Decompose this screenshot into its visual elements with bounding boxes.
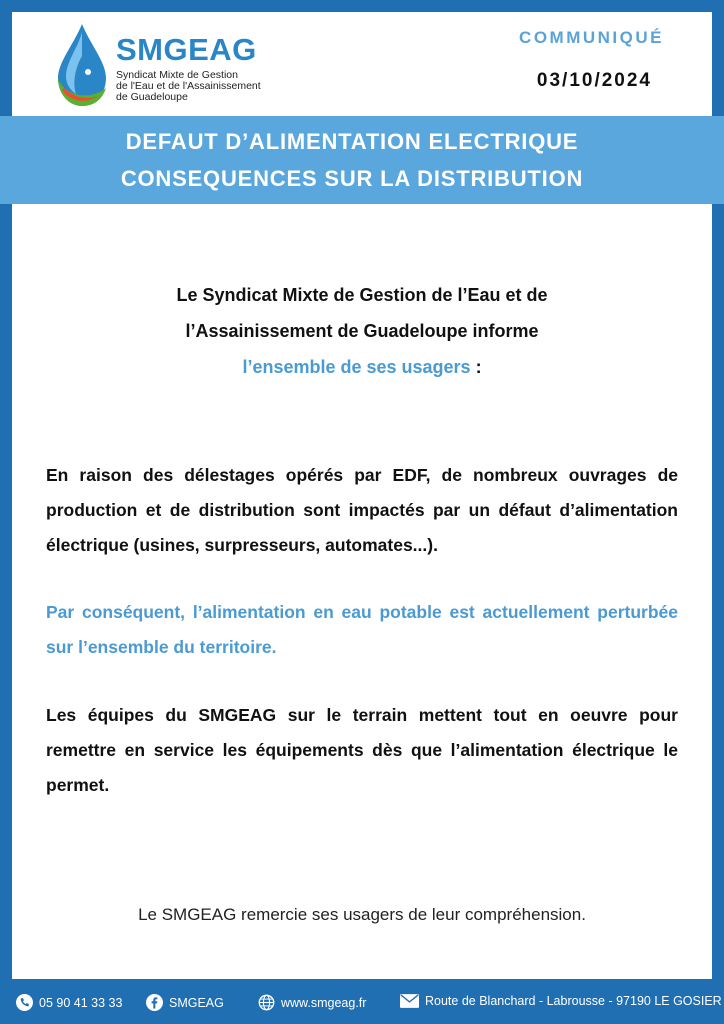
logo-subtitle-line-1: Syndicat Mixte de Gestion: [116, 69, 238, 81]
envelope-icon: [400, 994, 419, 1008]
paragraph-power-outage: En raison des délestages opérés par EDF, de nombreux ouvrages de production et de distribution sont impactés par un défaut d’alimentation électrique (usines, surpresseurs, automates...).: [46, 465, 678, 555]
title-line-1: DEFAUT D’ALIMENTATION ELECTRIQUE: [125, 129, 579, 154]
water-drop-logo-icon: [52, 22, 112, 110]
logo-subtitle-line-3: de Guadeloupe: [116, 91, 188, 103]
smgeag-logo: [52, 20, 282, 112]
communique-label: COMMUNIQUÉ: [519, 28, 664, 47]
logo-brand-name: SMGEAG: [116, 32, 257, 67]
footer-website[interactable]: [258, 994, 366, 1011]
footer-facebook-text: SMGEAG: [169, 995, 224, 1010]
intro-highlight: l’ensemble de ses usagers: [242, 357, 471, 377]
thanks-text: Le SMGEAG remercie ses usagers de leur compréhension.: [138, 905, 586, 924]
contact-footer: [0, 990, 724, 1018]
footer-facebook[interactable]: [146, 994, 224, 1011]
footer-address: [400, 994, 722, 1008]
intro-suffix: :: [470, 357, 482, 377]
title-line-2: CONSEQUENCES SUR LA DISTRIBUTION: [120, 166, 584, 191]
footer-phone-text: 05 90 41 33 33: [39, 995, 123, 1010]
footer-address-text: Route de Blanchard - Labrousse - 97190 LE GOSIER: [425, 994, 722, 1008]
paragraph-consequence: Par conséquent, l’alimentation en eau potable est actuellement perturbée sur l’ensemble du territoire.: [46, 602, 678, 657]
logo-subtitle-line-2: de l'Eau et de l'Assainissement: [116, 80, 261, 92]
paragraph-teams-action: Les équipes du SMGEAG sur le terrain mettent tout en oeuvre pour remettre en service les équipements dès que l’alimentation électrique le permet.: [46, 705, 678, 795]
phone-icon: [16, 994, 33, 1011]
facebook-icon: [146, 994, 163, 1011]
globe-icon: [258, 994, 275, 1011]
intro-line-2: l’Assainissement de Guadeloupe informe: [185, 321, 539, 341]
intro-line-1: Le Syndicat Mixte de Gestion de l’Eau et de: [176, 285, 548, 305]
title-banner: [0, 116, 724, 204]
logo-subtitle: [116, 70, 306, 103]
document-page: [12, 12, 712, 979]
footer-phone[interactable]: [16, 994, 122, 1011]
intro-line-3: [12, 349, 712, 385]
publication-date: 03/10/2024: [536, 70, 652, 91]
intro-text: [12, 277, 712, 385]
footer-website-text: www.smgeag.fr: [281, 995, 367, 1010]
